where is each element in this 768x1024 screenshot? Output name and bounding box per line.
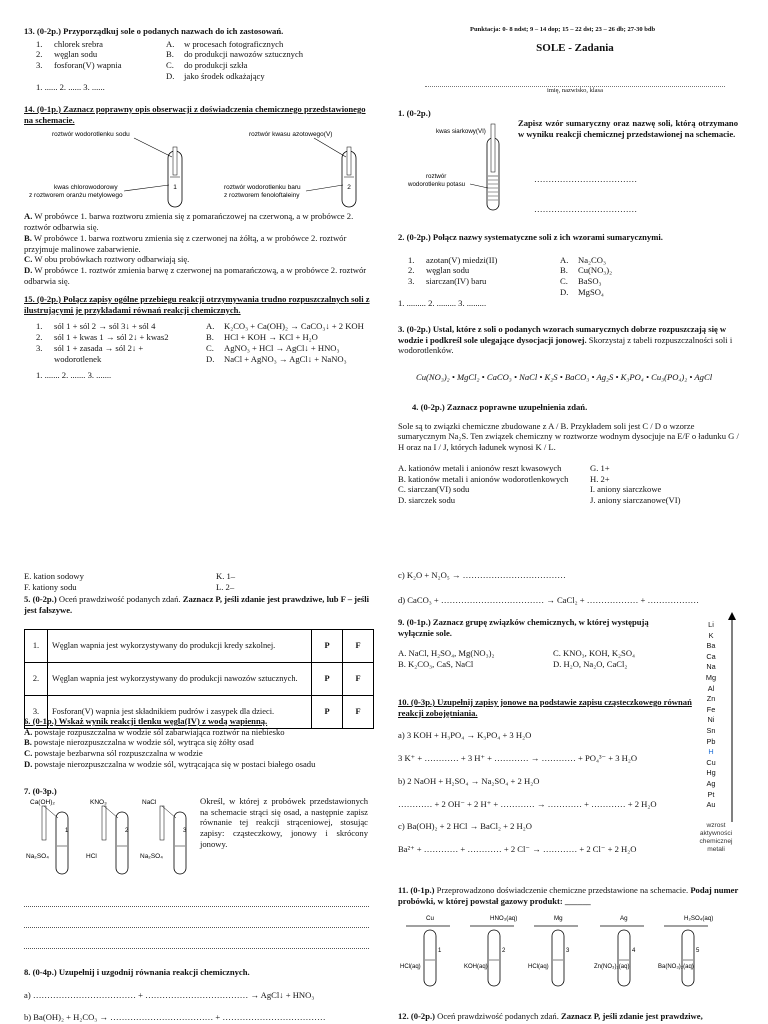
q15-left-item: sól 1 + sól 2 → sól 3↓ + sól 4 xyxy=(54,321,156,332)
metal-symbol: Pb xyxy=(706,736,716,746)
metal-symbol: Cu xyxy=(706,757,716,767)
q2-left-item: węglan sodu xyxy=(426,265,470,276)
q6-option-c[interactable]: C. powstaje bezbarwna sól rozpuszczalna w wodzie xyxy=(24,748,203,759)
true-cell[interactable]: P xyxy=(312,630,343,663)
test-tube-1 xyxy=(400,915,450,986)
svg-text:wodorotlenku potasu: wodorotlenku potasu xyxy=(408,181,466,188)
q2-heading: 2. (0-2p.) Połącz nazwy systematyczne soli z ich wzorami sumarycznymi. xyxy=(398,232,663,242)
q4-option-g[interactable]: G. 1+ xyxy=(590,462,610,473)
q4-option-j[interactable]: J. aniony siarczanowe(VI) xyxy=(590,495,681,506)
metal-symbol: Li xyxy=(708,620,714,629)
q15-left-item: sól 1 + kwas 1 → sól 2↓ + kwas2 xyxy=(54,332,169,343)
q9-option-b[interactable]: B. K₂CO₃, CaS, NaCl xyxy=(398,659,474,670)
q4-option-i[interactable]: I. aniony siarczkowe xyxy=(590,484,662,495)
svg-text:HCl(aq): HCl(aq) xyxy=(400,964,421,971)
q8-equation-c[interactable]: c) K₂O + N₂O₅ → ……………………………… xyxy=(398,570,566,580)
q15-left-item: sól 1 + zasada → sól 2↓ + wodorotlenek xyxy=(54,342,144,364)
q10-a-molecular: a) 3 KOH + H₃PO₄ → K₃PO₄ + 3 H₂O xyxy=(398,730,532,741)
svg-text:2: 2 xyxy=(125,828,129,834)
false-cell[interactable]: F xyxy=(343,696,374,729)
metal-symbol: Sn xyxy=(706,725,716,735)
q1-heading: 1. (0-2p.) xyxy=(398,108,431,118)
q4-option-l[interactable]: L. 2– xyxy=(216,581,235,592)
q8-equation-a[interactable]: a) ……………………………… + ……………………………… → AgCl↓ + HNO₃ xyxy=(24,989,315,1000)
svg-text:roztwór wodorotlenku baru: roztwór wodorotlenku baru xyxy=(224,184,301,192)
series-label: wzrost aktywności chemicznej metali xyxy=(699,822,733,853)
page-title: SOLE - Zadania xyxy=(536,42,614,54)
false-cell[interactable]: F xyxy=(343,630,374,663)
question-5: 5. (0-2p.) Oceń prawdziwość podanych zdań. Zaznacz P, jeśli zdanie jest prawdziwe, lub F – jeśli jest fałszywe. 1. Węglan wapnia jest wykorzystywany do produkcji kredy szkolnej. P F 2. Węglan wapnia jest wykorzystywany do produkcji nawozów sztucznych. P F 3. Fosforan(V) wapnia jest składnikiem pudrów i zasypek dla dzieci. P F xyxy=(24,594,376,729)
svg-text:NaCl: NaCl xyxy=(142,799,157,806)
question-2: 2. (0-2p.) Połącz nazwy systematyczne soli z ich wzorami sumarycznymi. 1. azotan(V) miedzi(II) 2. węglan sodu 3. siarczan(IV) baru A. Na₂CO₃ B. Cu(NO₃)₂ C. BaSO₃ D. MgSO₄ 1. ......... 2. ......... 3. ......... xyxy=(398,232,743,308)
q9-option-a[interactable]: A. NaCl, H₂SO₄, Mg(NO₃)₂ xyxy=(398,648,495,659)
q4-text: Sole są to związki chemiczne zbudowane z A / B. Przykładem soli jest C / D o wzorze sumarycznym Na₂S. Ten związek chemiczny w roztworze wodnym dysocjuje na E/F o ładunku G / H oraz na I / J, których ładunek wynosi K / L. xyxy=(398,420,739,453)
activity-arrow xyxy=(726,612,744,824)
q4-option-d[interactable]: D. siarczek sodu xyxy=(398,495,456,506)
svg-text:HCl: HCl xyxy=(86,853,97,860)
q10-a-ionic[interactable]: 3 K⁺ + ………… + 3 H⁺ + ………… → ………… + PO₄³⁻ + 3 H₂O xyxy=(398,753,638,764)
table-row: 1. Węglan wapnia jest wykorzystywany do produkcji kredy szkolnej. P F xyxy=(25,630,374,663)
q11-diagram xyxy=(398,912,743,992)
title-block xyxy=(400,42,750,95)
svg-text:2: 2 xyxy=(347,184,351,192)
q13-right-item: do produkcji nawozów sztucznych xyxy=(184,49,304,60)
metal-symbol: Fe xyxy=(706,704,716,714)
svg-text:roztwór wodorotlenku sodu: roztwór wodorotlenku sodu xyxy=(52,131,130,139)
q13-right-item: do produkcji szkła xyxy=(184,60,248,71)
svg-text:HCl(aq): HCl(aq) xyxy=(528,964,549,971)
q13-heading: 13. (0-2p.) Przyporządkuj sole o podanych nazwach do ich zastosowań. xyxy=(24,26,284,36)
svg-text:H₂SO₄(aq): H₂SO₄(aq) xyxy=(684,915,714,923)
question-12: 12. (0-2p.) Oceń prawdziwość podanych zdań. Zaznacz P, jeśli zdanie jest prawdziwe, xyxy=(398,1011,703,1021)
q14-heading: 14. (0-1p.) Zaznacz poprawny opis obserwacji z doświadczenia chemicznego przedstawionego na schemacie. xyxy=(24,104,366,125)
q13-answer-line[interactable]: 1. ...... 2. ...... 3. ...... xyxy=(36,81,105,92)
svg-text:3: 3 xyxy=(183,828,187,834)
q8-heading: 8. (0-4p.) Uzupełnij i uzgodnij równania reakcji chemicznych. xyxy=(24,967,250,977)
q4-option-b[interactable]: B. kationów metali i anionów wodorotlenkowych xyxy=(398,473,569,484)
q4-option-k[interactable]: K. 1– xyxy=(216,571,236,581)
metal-symbol: Ca xyxy=(706,651,716,661)
test-tube-3 xyxy=(160,806,186,874)
q4-heading: 4. (0-2p.) Zaznacz poprawne uzupełnienia zdań. xyxy=(412,402,588,412)
svg-text:1: 1 xyxy=(173,184,177,192)
svg-text:1: 1 xyxy=(65,828,69,834)
q1-instruction: Zapisz wzór sumaryczny oraz nazwę soli, którą otrzymano w wyniku reakcji chemicznej przedstawionej na schemacie. xyxy=(518,118,738,139)
svg-text:2: 2 xyxy=(502,948,506,955)
q10-heading: 10. (0-3p.) Uzupełnij zapisy jonowe na podstawie zapisu cząsteczkowego równań reakcji zobojętniania. xyxy=(398,697,692,718)
q5-true-false-table xyxy=(24,629,374,729)
svg-text:Cu: Cu xyxy=(426,915,434,923)
svg-text:Mg: Mg xyxy=(554,915,563,923)
q4-continued xyxy=(24,571,369,592)
svg-text:Ba(NO₃)₂(aq): Ba(NO₃)₂(aq) xyxy=(658,964,694,971)
svg-text:1: 1 xyxy=(438,948,442,955)
name-field[interactable] xyxy=(425,56,725,87)
q15-right-item: AgNO₃ + HCl → AgCl↓ + HNO₃ xyxy=(224,342,340,353)
q14-option-a[interactable]: A. W probówce 1. barwa roztworu zmienia się z pomarańczowej na czerwoną, a w probówce 2. roztwór odbarwia się. xyxy=(24,211,354,233)
name-field-hint: imię, nazwisko, klasa xyxy=(547,86,603,94)
metal-symbol: Pt xyxy=(707,789,715,799)
svg-text:Na₂SO₄: Na₂SO₄ xyxy=(140,853,163,860)
q4-option-e[interactable]: E. kation sodowy xyxy=(24,571,84,581)
q15-right-item: HCl + KOH → KCl + H₂O xyxy=(224,332,318,343)
q8-equation-b[interactable]: b) Ba(OH)₂ + H₂CO₃ → ……………………………… + ……………………………… xyxy=(24,1012,326,1023)
q13-left-item: węglan sodu xyxy=(54,49,98,60)
q1-diagram xyxy=(398,120,513,220)
question-9 xyxy=(398,617,698,670)
q14-option-c[interactable]: C. W obu probówkach roztwory odbarwiają się. xyxy=(24,254,190,265)
q9-heading-2: wyłącznie sole. xyxy=(398,627,452,638)
q6-option-d[interactable]: D. powstaje nierozpuszczalna w wodzie sól, wytrącająca się w postaci białego osadu xyxy=(24,758,316,769)
question-1 xyxy=(398,108,743,214)
q1-answer-2[interactable]: ……………………………… xyxy=(534,204,638,214)
question-11: 11. (0-1p.) Przeprowadzono doświadczenie chemiczne przedstawione na schemacie. Podaj numer probówki, w której powstał gazowy produkt: ______ Cu 1 HCl(aq) HNO₃(aq) 2 KOH(aq) Mg 3 HCl(aq) Ag 4 Zn(NO₃)₂(aq) H₂SO₄(aq) 5 Ba(NO₃)₂(aq) xyxy=(398,885,743,992)
test-tube-5 xyxy=(658,915,713,986)
metal-symbol: Ag xyxy=(706,778,716,788)
q2-right-item: MgSO₄ xyxy=(578,286,604,297)
q10-b-ionic[interactable]: ………… + 2 OH⁻ + 2 H⁺ + ………… → ………… + ………… + 2 H₂O xyxy=(398,798,657,809)
q14-option-b[interactable]: B. W probówce 1. barwa roztworu zmienia się z czerwonej na żółtą, a w probówce 2. roztwór przyjmuje malinowe zabarwienie. xyxy=(24,232,347,254)
metal-symbol: Al xyxy=(707,683,715,693)
question-3: 3. (0-2p.) Ustal, które z soli o podanych wzorach sumarycznych dobrze rozpuszczają się w wodzie i podkreśl sole ulegające dysocjacji jonowej. Skorzystaj z tabeli rozpuszczalności soli i wodorotlenków. Cu(NO₃)₂ • MgCl₂ • CaCO₃ • NaCl • K₂S • BaCO₃ • Ag₂S • K₃PO₄ • Cu₃(PO₄)₂ • AgCl xyxy=(398,324,743,383)
q13-right-item: jako środek odkażający xyxy=(184,70,265,81)
svg-text:KOH(aq): KOH(aq) xyxy=(464,964,488,971)
question-10 xyxy=(398,697,694,855)
metal-symbol: K xyxy=(708,630,714,640)
q6-heading: 6. (0-1p.) Wskaż wynik reakcji tlenku węgla(IV) z wodą wapienną. xyxy=(24,716,268,726)
test-tube-2 xyxy=(464,915,517,986)
svg-text:z roztworem oranżu metylowego: z roztworem oranżu metylowego xyxy=(29,192,123,200)
test-tube-1 xyxy=(42,806,68,874)
svg-text:kwas siarkowy(VI): kwas siarkowy(VI) xyxy=(436,128,486,135)
question-14 xyxy=(24,104,369,287)
q6-option-b[interactable]: B. powstaje nierozpuszczalna w wodzie sól, wytrąca się żółty osad xyxy=(24,737,254,748)
q4-option-f[interactable]: F. kationy sodu xyxy=(24,581,77,592)
metal-symbol: Ba xyxy=(706,641,716,651)
question-7 xyxy=(24,786,369,860)
grading-scale: Punktacja: 0- 8 ndst; 9 – 14 dop; 15 – 22 dst; 23 – 26 db; 27-30 bdb xyxy=(470,26,656,33)
q15-right-item: K₂CO₃ + Ca(OH)₂ → CaCO₃↓ + 2 KOH xyxy=(224,321,364,332)
q8-equation-d[interactable]: d) CaCO₃ + ……………………………… → CaCl₂ + ……………… + ……………… xyxy=(398,594,700,605)
q14-option-d[interactable]: D. W probówce 1. roztwór zmienia barwę z czerwonej na pomarańczową, a w probówce 2. roztwór odbarwia się. xyxy=(24,265,367,286)
q13-right-item: w procesach fotograficznych xyxy=(184,38,284,49)
q9-heading: 9. (0-1p.) Zaznacz grupę związków chemicznych, w której występują xyxy=(398,617,649,627)
metal-symbol: H xyxy=(708,747,714,757)
header xyxy=(470,26,740,34)
q3-formulas[interactable]: Cu(NO₃)₂ • MgCl₂ • CaCO₃ • NaCl • K₂S • BaCO₃ • Ag₂S • K₃PO₄ • Cu₃(PO₄)₂ • AgCl xyxy=(416,372,713,383)
q2-right-item: BaSO₃ xyxy=(578,276,602,287)
q9-option-c[interactable]: C. KNO₃, KOH, K₂SO₄ xyxy=(553,648,636,659)
svg-text:Ag: Ag xyxy=(620,915,628,923)
q7-diagram xyxy=(24,796,204,881)
metal-symbol: Ni xyxy=(707,715,715,725)
svg-text:KNO₃: KNO₃ xyxy=(90,799,107,806)
svg-text:Zn(NO₃)₂(aq): Zn(NO₃)₂(aq) xyxy=(594,964,630,971)
question-8-continued xyxy=(398,570,743,605)
q9-option-d[interactable]: D. H₂O, Na₂O, CaCl₂ xyxy=(553,659,628,670)
svg-text:5: 5 xyxy=(696,948,700,955)
q6-option-a[interactable]: A. powstaje rozpuszczalna w wodzie sól zabarwiająca roztwór na niebiesko xyxy=(24,726,285,737)
q2-left-item: azotan(V) miedzi(II) xyxy=(426,254,498,265)
q15-answer-line[interactable]: 1. ....... 2. ....... 3. ....... xyxy=(36,370,112,381)
svg-text:HNO₃(aq): HNO₃(aq) xyxy=(490,915,518,923)
q4-option-a[interactable]: A. kationów metali i anionów reszt kwasowych xyxy=(398,462,562,473)
svg-text:z roztworem fenoloftaleiny: z roztworem fenoloftaleiny xyxy=(224,192,300,200)
false-cell[interactable]: F xyxy=(343,663,374,696)
svg-text:Na₂SO₄: Na₂SO₄ xyxy=(26,853,49,860)
metal-symbol: Na xyxy=(706,662,716,672)
q10-c-ionic[interactable]: Ba²⁺ + ………… + ………… + 2 Cl⁻ → ………… + 2 Cl⁻ + 2 H₂O xyxy=(398,844,637,855)
metal-symbol: Au xyxy=(706,800,716,810)
svg-text:kwas chlorowodorowy: kwas chlorowodorowy xyxy=(54,184,118,192)
question-4 xyxy=(398,402,743,506)
question-15: 15. (0-2p.) Połącz zapisy ogólne przebiegu reakcji otrzymywania trudno rozpuszczalnych soli z ilustrującymi je przykładami równań reakcji chemicznych. 1. sól 1 + sól 2 → sól 3↓ + sól 4 2. sól 1 + kwas 1 → sól 2↓ + kwas2 3. sól 1 + zasada → sól 2↓ + wodorotlenek A. K₂CO₃ + Ca(OH)₂ → CaCO₃↓ + 2 KOH B. HCl + KOH → KCl + H₂O C. AgNO₃ + HCl → AgCl↓ + HNO₃ D. NaCl + AgNO₃ → AgCl↓ + NaNO₃ 1. ....... 2. ....... 3. ....... xyxy=(24,294,374,381)
question-6 xyxy=(24,716,369,770)
question-8 xyxy=(24,967,369,1023)
q15-right-item: NaCl + AgNO₃ → AgCl↓ + NaNO₃ xyxy=(224,353,347,364)
test-tube-4 xyxy=(594,915,644,986)
svg-text:4: 4 xyxy=(632,948,636,955)
metal-symbol: Zn xyxy=(706,694,716,704)
table-row: 2. Węglan wapnia jest wykorzystywany do produkcji nawozów sztucznych. P F xyxy=(25,663,374,696)
test-tube-2 xyxy=(102,806,128,874)
svg-text:Ca(OH)₂: Ca(OH)₂ xyxy=(30,799,55,806)
q7-answer-area[interactable] xyxy=(24,894,369,957)
table-row: 3. Fosforan(V) wapnia jest składnikiem pudrów i zasypek dla dzieci. P F xyxy=(25,696,374,729)
q7-heading: 7. (0-3p.) xyxy=(24,786,57,796)
q14-diagram xyxy=(24,127,369,209)
q10-c-molecular: c) Ba(OH)₂ + 2 HCl → BaCl₂ + 2 H₂O xyxy=(398,821,532,832)
svg-text:3: 3 xyxy=(566,948,570,955)
q7-instruction: Określ, w której z probówek przedstawionych na schemacie strąci się osad, a następnie zapisz równanie tej reakcji strąceniowej, stosując zapisy: cząsteczkowy, jonowy i skrócony jonowy. xyxy=(200,796,368,849)
svg-text:roztwór kwasu azotowego(V): roztwór kwasu azotowego(V) xyxy=(249,131,333,139)
q1-answer-1[interactable]: ……………………………… xyxy=(534,174,638,184)
q2-right-item: Cu(NO₃)₂ xyxy=(578,265,613,276)
q2-right-item: Na₂CO₃ xyxy=(578,254,606,265)
q2-left-item: siarczan(IV) baru xyxy=(426,276,487,287)
test-tube-3 xyxy=(528,915,578,986)
metal-symbol: Hg xyxy=(706,768,716,778)
q3-heading: 3. (0-2p.) Ustal, które z soli o podanych wzorach sumarycznych dobrze rozpuszczają się w wodzie i podkreśl sole ulegające dysocjacji jonowej. xyxy=(398,324,727,345)
q10-b-molecular: b) 2 NaOH + H₂SO₄ → Na₂SO₄ + 2 H₂O xyxy=(398,775,540,786)
q13-left-item: chlorek srebra xyxy=(54,38,103,49)
metal-list xyxy=(698,620,724,811)
metal-symbol: Mg xyxy=(705,672,717,682)
q4-option-h[interactable]: H. 2+ xyxy=(590,473,610,484)
true-cell[interactable]: P xyxy=(312,663,343,696)
true-cell[interactable]: P xyxy=(312,696,343,729)
q13-left-item: fosforan(V) wapnia xyxy=(54,60,122,71)
question-13: 13. (0-2p.) Przyporządkuj sole o podanych nazwach do ich zastosowań. 1. chlorek srebra 2. węglan sodu 3. fosforan(V) wapnia A. w procesach fotograficznych B. do produkcji nawozów sztucznych C. do produkcji szkła D. jako środek odkażający 1. ...... 2. ...... 3. ...... xyxy=(24,26,369,92)
q4-option-c[interactable]: C. siarczan(VI) sodu xyxy=(398,484,470,495)
q15-heading: 15. (0-2p.) Połącz zapisy ogólne przebiegu reakcji otrzymywania trudno rozpuszczalnych soli z ilustrującymi je przykładami równań reakcji chemicznych. xyxy=(24,294,370,315)
q2-answer-line[interactable]: 1. ......... 2. ......... 3. ......... xyxy=(398,297,487,308)
svg-text:roztwór: roztwór xyxy=(426,173,447,180)
